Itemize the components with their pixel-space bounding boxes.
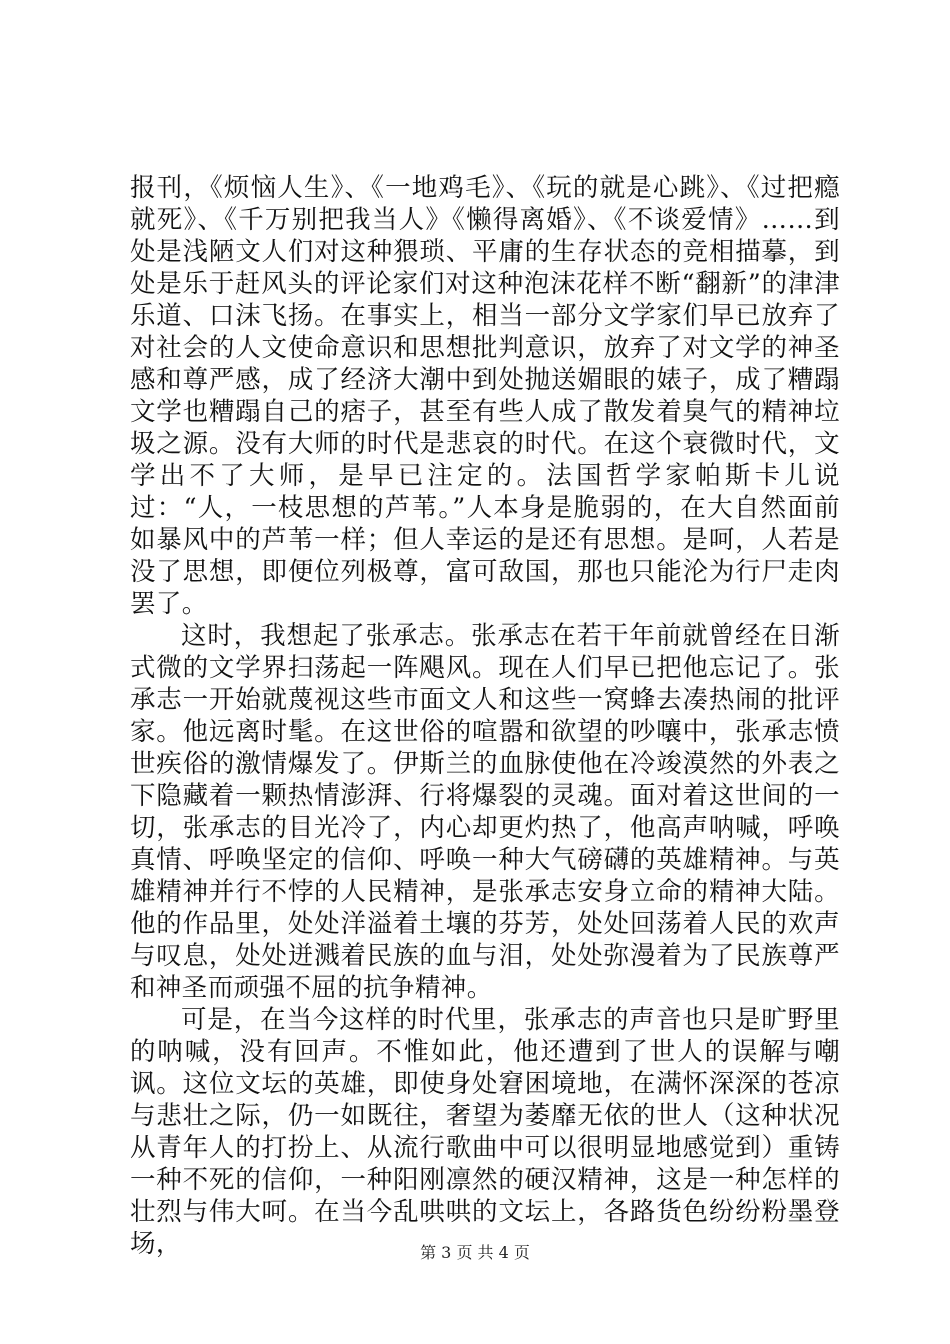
- paragraph-1: 报刊，《烦恼人生》、《一地鸡毛》、《玩的就是心跳》、《过把瘾就死》、《千万别把我当人》《懒得离婚》、《不谈爱情》……到处是浅陋文人们对这种猥琐、平庸的生存状态的竞相描摹，到处是乐于赶风头的评论家们对这种泡沫花样不断“翻新”的津津乐道、口沫飞扬。在事实上，相当一部分文学家们早已放弃了对社会的人文使命意识和思想批判意识，放弃了对文学的神圣感和尊严感，成了经济大潮中到处抛送媚眼的婊子，成了糟蹋文学也糟蹋自己的痞子，甚至有些人成了散发着臭气的精神垃圾之源。没有大师的时代是悲哀的时代。在这个衰微时代，文学出不了大师，是早已注定的。法国哲学家帕斯卡儿说过：“人，一枝思想的芦苇。”人本身是脆弱的，在大自然面前如暴风中的芦苇一样；但人幸运的是还有思想。是呵，人若是没了思想，即便位列极尊，富可敌国，那也只能沦为行尸走肉罢了。: [130, 173, 840, 619]
- paragraph-2: 这时，我想起了张承志。张承志在若干年前就曾经在日渐式微的文学界扫荡起一阵飓风。现在人们早已把他忘记了。张承志一开始就蔑视这些市面文人和这些一窝蜂去凑热闹的批评家。他远离时髦。在这世俗的喧嚣和欲望的吵嚷中，张承志愤世疾俗的激情爆发了。伊斯兰的血脉使他在冷竣漠然的外表之下隐藏着一颗热情澎湃、行将爆裂的灵魂。面对着这世间的一切，张承志的目光冷了，内心却更灼热了，他高声呐喊，呼唤真情、呼唤坚定的信仰、呼唤一种大气磅礴的英雄精神。与英雄精神并行不悖的人民精神，是张承志安身立命的精神大陆。他的作品里，处处洋溢着土壤的芬芳，处处回荡着人民的欢声与叹息，处处迸溅着民族的血与泪，处处弥漫着为了民族尊严和神圣而顽强不屈的抗争精神。: [130, 621, 840, 1003]
- body-text: [130, 172, 840, 1260]
- page-footer: [0, 1240, 950, 1263]
- paragraph-3: 可是，在当今这样的时代里，张承志的声音也只是旷野里的呐喊，没有回声。不惟如此，他还遭到了世人的误解与嘲讽。这位文坛的英雄，即使身处窘困境地，在满怀深深的苍凉与悲壮之际，仍一如既往，奢望为萎靡无依的世人（这种状况从青年人的打扮上、从流行歌曲中可以很明显地感觉到）重铸一种不死的信仰，一种阳刚凛然的硬汉精神，这是一种怎样的壮烈与伟大呵。在当今乱哄哄的文坛上，各路货色纷纷粉墨登场，: [130, 1005, 840, 1259]
- page-number: 第 3 页 共 4 页: [420, 1243, 530, 1262]
